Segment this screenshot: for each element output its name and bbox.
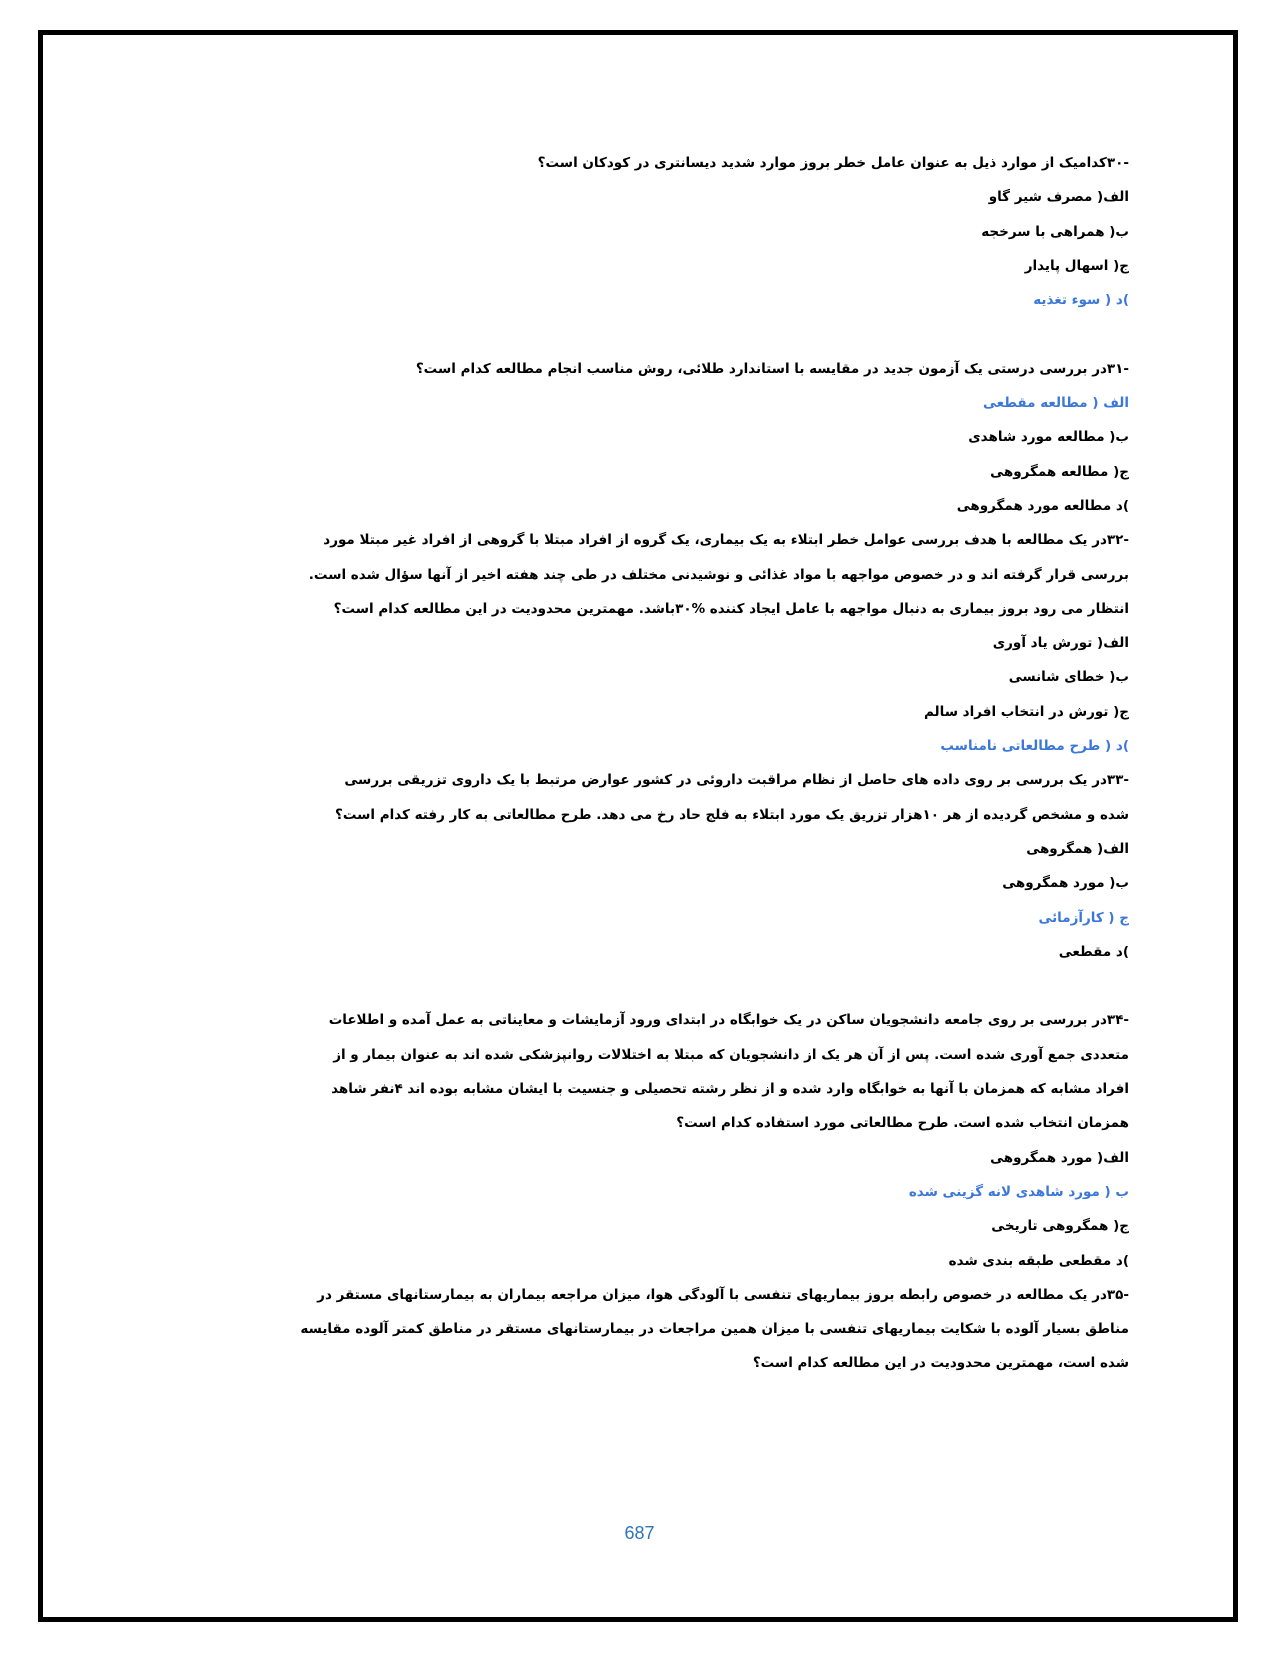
question-32-option-d-correct: )د ( طرح مطالعاتی نامناسب (940, 738, 1129, 755)
question-30-option-b: ب( همراهی با سرخجه (981, 223, 1129, 240)
question-32-stem-line-1: -۳۲در یک مطالعه با هدف بررسی عوامل خطر ابتلاء به یک بیماری، یک گروه از افراد مبتلا با گروهی از افراد غیر مبتلا مورد (323, 532, 1129, 549)
spacer (209, 317, 1129, 351)
spacer (209, 969, 1129, 1003)
question-30-option-a: الف( مصرف شیر گاو (988, 189, 1129, 206)
question-31-option-c: ج( مطالعه همگروهی (990, 463, 1129, 480)
question-30-option-d-correct: )د ( سوء تغذیه (1033, 292, 1129, 309)
question-30-stem: -۳۰کدامیک از موارد ذیل به عنوان عامل خطر بروز موارد شدید دیسانتری در کودکان است؟ (537, 155, 1129, 171)
question-30-option-c: ج( اسهال پایدار (1024, 257, 1129, 274)
question-31-option-d: )د مطالعه مورد همگروهی (956, 497, 1129, 514)
question-34-option-b-correct: ب ( مورد شاهدی لانه گزینی شده (908, 1183, 1129, 1200)
question-35-stem-line-2: مناطق بسیار آلوده با شکایت بیماریهای تنفسی با میزان همین مراجعات در بیمارستانهای مستقر در مناطق کمتر آلوده مقایسه (300, 1321, 1129, 1338)
question-34-stem-line-4: همزمان انتخاب شده است. طرح مطالعاتی مورد استفاده کدام است؟ (676, 1115, 1129, 1132)
question-34-stem-line-3: افراد مشابه که همزمان با آنها به خوابگاه وارد شده و از نظر رشته تحصیلی و جنسیت با ایشان مشابه بوده اند ۴نفر شاهد (331, 1081, 1129, 1098)
question-31-option-a-correct: الف ( مطالعه مقطعی (982, 395, 1129, 412)
question-33-option-d: )د مقطعی (1058, 943, 1129, 960)
question-32-stem-line-3: انتظار می رود بروز بیماری به دنبال مواجهه با عامل ایجاد کننده %۳۰باشد. مهمترین محدودیت در این مطالعه کدام است؟ (333, 600, 1129, 617)
question-33-option-c-correct: ج ( کارآزمائی (1038, 909, 1129, 926)
question-33-stem-line-1: -۳۳در یک بررسی بر روی داده های حاصل از نظام مراقبت داروئی در کشور عوارض مرتبط با یک داروی تزریقی بررسی (344, 772, 1129, 789)
questions-column (209, 146, 1129, 1381)
question-32-option-a: الف( تورش یاد آوری (992, 635, 1129, 652)
question-32-stem-line-2: بررسی قرار گرفته اند و در خصوص مواجهه با مواد غذائی و نوشیدنی مختلف در طی چند هفته اخیر از آنها سؤال شده است. (308, 566, 1129, 583)
question-34-stem-line-2: متعددی جمع آوری شده است. پس از آن هر یک از دانشجویان که مبتلا به اختلالات روانپزشکی شده اند به عنوان بیمار و از (333, 1046, 1129, 1063)
question-32-option-b: ب( خطای شانسی (1008, 669, 1129, 686)
question-32-option-c: ج( تورش در انتخاب افراد سالم (923, 703, 1129, 720)
question-31-stem: -۳۱در بررسی درستی یک آزمون جدید در مقایسه با استاندارد طلائی، روش مناسب انجام مطالعه کدام است؟ (415, 360, 1129, 377)
page-number: 687 (624, 1523, 655, 1543)
question-35-stem-line-3: شده است، مهمترین محدودیت در این مطالعه کدام است؟ (752, 1355, 1129, 1372)
question-34-option-a: الف( مورد همگروهی (990, 1149, 1129, 1166)
question-31-option-b: ب( مطالعه مورد شاهدی (968, 429, 1129, 446)
question-34-option-c: ج( همگروهی تاریخی (991, 1218, 1129, 1235)
question-34-stem-line-1: -۳۴در بررسی بر روی جامعه دانشجویان ساکن در یک خوابگاه در ابتدای ورود آزمایشات و معایناتی به عمل آمده و اطلاعات (328, 1012, 1129, 1029)
question-33-option-b: ب( مورد همگروهی (1002, 875, 1129, 892)
question-33-stem-line-2: شده و مشخص گردیده از هر ۱۰هزار تزریق یک مورد ابتلاء به فلج حاد رخ می دهد. طرح مطالعاتی به کار رفته کدام است؟ (334, 806, 1129, 823)
question-33-option-a: الف( همگروهی (1026, 840, 1129, 857)
question-35-stem-line-1: -۳۵در یک مطالعه در خصوص رابطه بروز بیماریهای تنفسی با آلودگی هوا، میزان مراجعه بیماران به بیمارستانهای مستقر در (317, 1286, 1129, 1303)
question-34-option-d: )د مقطعی طبقه بندی شده (948, 1252, 1129, 1269)
